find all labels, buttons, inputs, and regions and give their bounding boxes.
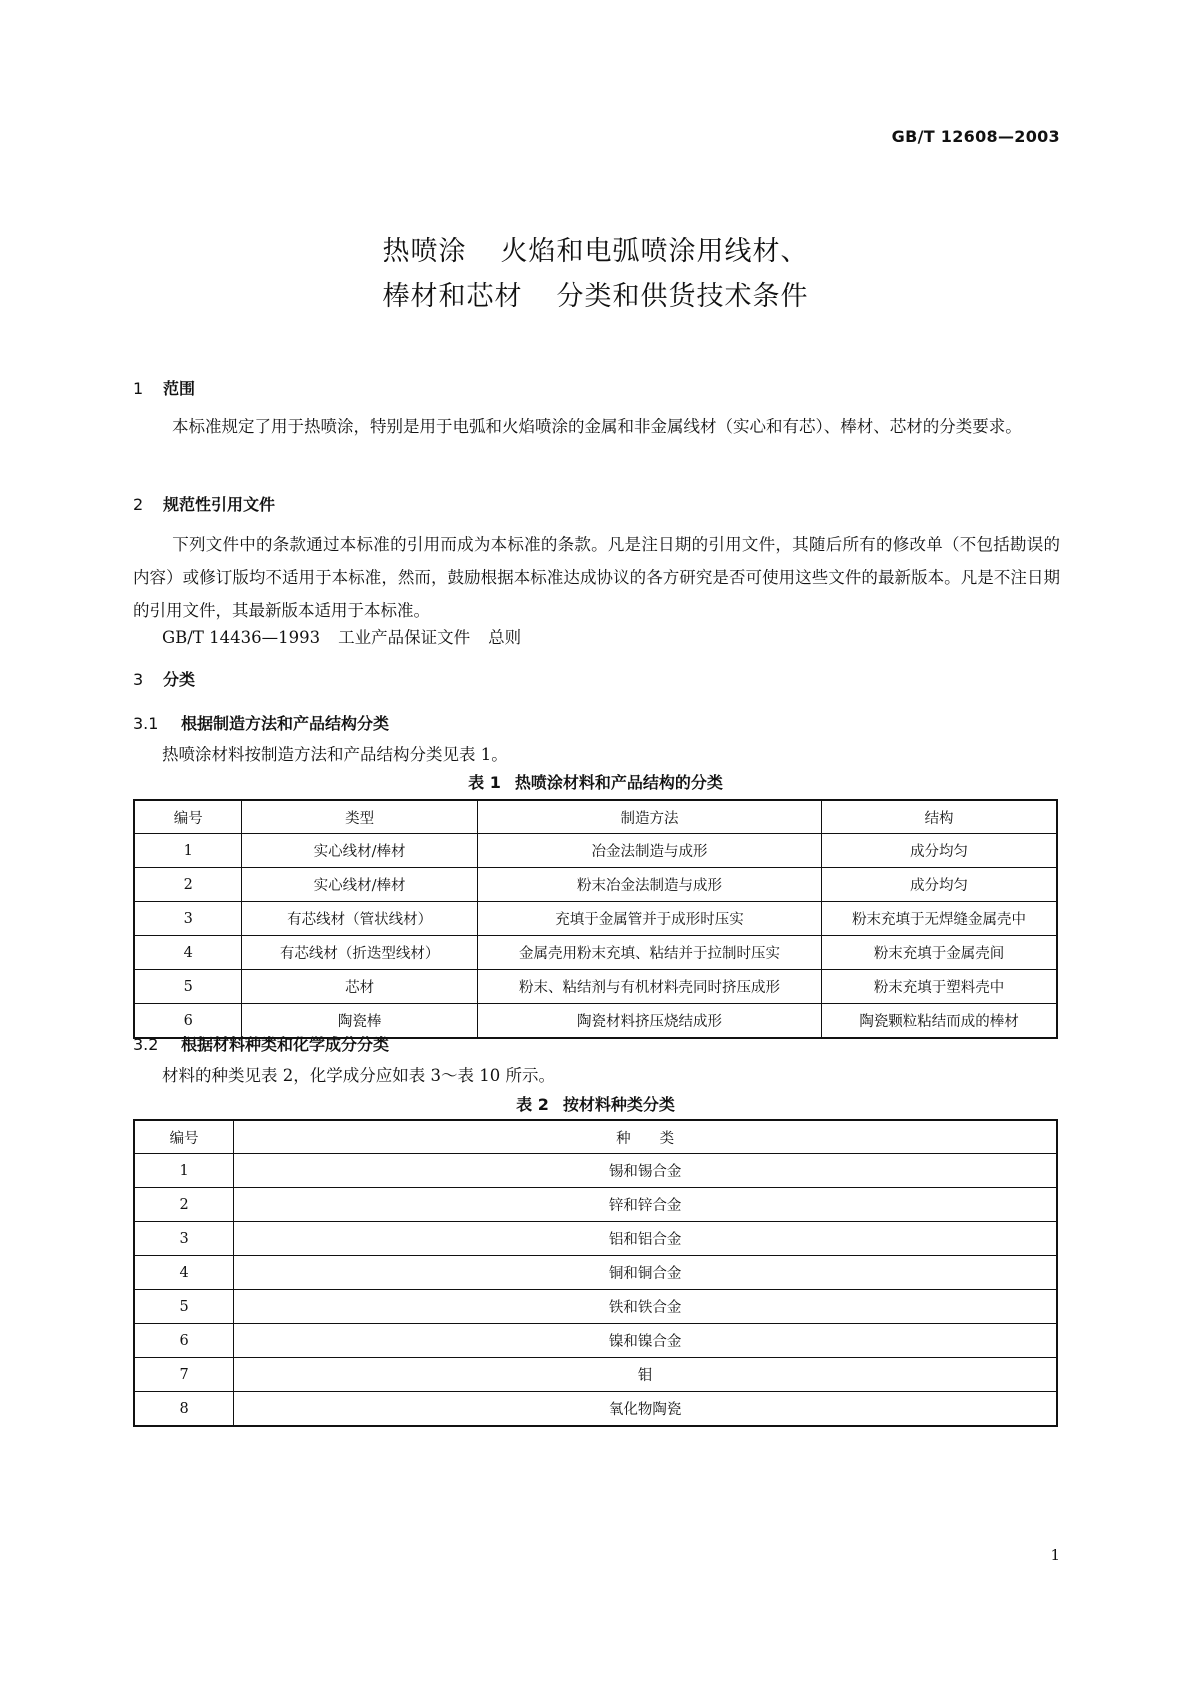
table2-row (134, 1256, 1057, 1290)
table1-cell: 粉末、粘结剂与有机材料壳同时挤压成形 (477, 970, 821, 1004)
subsection-heading-3-2: 3.2 根据材料种类和化学成分分类 (133, 1035, 390, 1054)
table1-cell: 陶瓷颗粒粘结而成的棒材 (822, 1004, 1057, 1039)
table1-cell: 陶瓷棒 (242, 1004, 477, 1039)
table2-row (134, 1290, 1057, 1324)
table2-header: 种 类 (234, 1120, 1057, 1154)
table1-cell: 冶金法制造与成形 (477, 834, 821, 868)
table2-cell: 3 (134, 1222, 234, 1256)
table1-cell: 有芯线材（管状线材） (242, 902, 477, 936)
table1-cell: 粉末充填于金属壳间 (822, 936, 1057, 970)
table2-cell: 5 (134, 1290, 234, 1324)
table1-cell: 5 (134, 970, 242, 1004)
table1-cell: 6 (134, 1004, 242, 1039)
section-heading-scope: 1 范围 (133, 379, 196, 398)
subsection-heading-3-1: 3.1 根据制造方法和产品结构分类 (133, 714, 390, 733)
table1-cell: 实心线材/棒材 (242, 834, 477, 868)
table2-cell: 铁和铁合金 (234, 1290, 1057, 1324)
table2-cell: 4 (134, 1256, 234, 1290)
table2-cell: 2 (134, 1188, 234, 1222)
table1-cell: 成分均匀 (822, 868, 1057, 902)
table2-header-row (134, 1120, 1057, 1154)
table2-row (134, 1392, 1057, 1427)
table2-cell: 氧化物陶瓷 (234, 1392, 1057, 1427)
table1-cell: 金属壳用粉末充填、粘结并于拉制时压实 (477, 936, 821, 970)
table1-header: 结构 (822, 800, 1057, 834)
table1-cell: 成分均匀 (822, 834, 1057, 868)
table2-row (134, 1188, 1057, 1222)
table2-row (134, 1358, 1057, 1392)
table1-cell: 粉末充填于无焊缝金属壳中 (822, 902, 1057, 936)
document-title (0, 229, 1191, 319)
table2-cell: 7 (134, 1358, 234, 1392)
table1-cell: 有芯线材（折迭型线材） (242, 936, 477, 970)
table2-header: 编号 (134, 1120, 234, 1154)
table2-cell: 铜和铜合金 (234, 1256, 1057, 1290)
table2-cell: 锌和锌合金 (234, 1188, 1057, 1222)
table1-cell: 实心线材/棒材 (242, 868, 477, 902)
table2-cell: 铝和铝合金 (234, 1222, 1057, 1256)
table2-cell: 镍和镍合金 (234, 1324, 1057, 1358)
table1-cell: 粉末充填于塑料壳中 (822, 970, 1057, 1004)
table1-cell: 2 (134, 868, 242, 902)
table2-cell: 锡和锡合金 (234, 1154, 1057, 1188)
table1-header: 类型 (242, 800, 477, 834)
table2-row (134, 1154, 1057, 1188)
table1-row (134, 868, 1057, 902)
table1-cell: 充填于金属管并于成形时压实 (477, 902, 821, 936)
table2-row (134, 1324, 1057, 1358)
table1-header-row (134, 800, 1057, 834)
table2-row (134, 1222, 1057, 1256)
table1-cell: 粉末冶金法制造与成形 (477, 868, 821, 902)
table1-caption: 表 1 热喷涂材料和产品结构的分类 (468, 773, 723, 792)
table1-cell: 陶瓷材料挤压烧结成形 (477, 1004, 821, 1039)
table1-cell: 4 (134, 936, 242, 970)
subsection-3-1-text: 热喷涂材料按制造方法和产品结构分类见表 1。 (162, 745, 508, 764)
table2-cell: 钼 (234, 1358, 1057, 1392)
table1-row (134, 970, 1057, 1004)
table1-row (134, 936, 1057, 970)
references-paragraph: 下列文件中的条款通过本标准的引用而成为本标准的条款。凡是注日期的引用文件，其随后所有的修改单（不包括勘误的内容）或修订版均不适用于本标准，然而，鼓励根据本标准达成协议的各方研究是否可使用这些文件的最新版本。凡是不注日期的引用文件，其最新版本适用于本标准。 (133, 535, 1060, 620)
table1-header: 制造方法 (477, 800, 821, 834)
title-line-1: 热喷涂 火焰和电弧喷涂用线材、 (382, 236, 809, 267)
scope-paragraph: 本标准规定了用于热喷涂，特别是用于电弧和火焰喷涂的金属和非金属线材（实心和有芯）、棒材、芯材的分类要求。 (172, 417, 1022, 436)
title-line-2: 棒材和芯材 分类和供货技术条件 (382, 281, 809, 312)
table-1 (133, 799, 1058, 1039)
table1-cell: 芯材 (242, 970, 477, 1004)
table2-cell: 8 (134, 1392, 234, 1427)
reference-item: GB/T 14436—1993 工业产品保证文件 总则 (162, 628, 522, 647)
subsection-3-2-text: 材料的种类见表 2，化学成分应如表 3～表 10 所示。 (162, 1066, 555, 1085)
table2-caption: 表 2 按材料种类分类 (516, 1095, 675, 1114)
section-heading-references: 2 规范性引用文件 (133, 495, 276, 514)
page-number: 1 (1050, 1546, 1060, 1564)
table2-cell: 1 (134, 1154, 234, 1188)
section-heading-classification: 3 分类 (133, 670, 196, 689)
table2-cell: 6 (134, 1324, 234, 1358)
table1-row (134, 902, 1057, 936)
table1-header: 编号 (134, 800, 242, 834)
table1-cell: 1 (134, 834, 242, 868)
standard-code: GB/T 12608—2003 (891, 127, 1060, 146)
table-2 (133, 1119, 1058, 1427)
table1-row (134, 834, 1057, 868)
table1-cell: 3 (134, 902, 242, 936)
